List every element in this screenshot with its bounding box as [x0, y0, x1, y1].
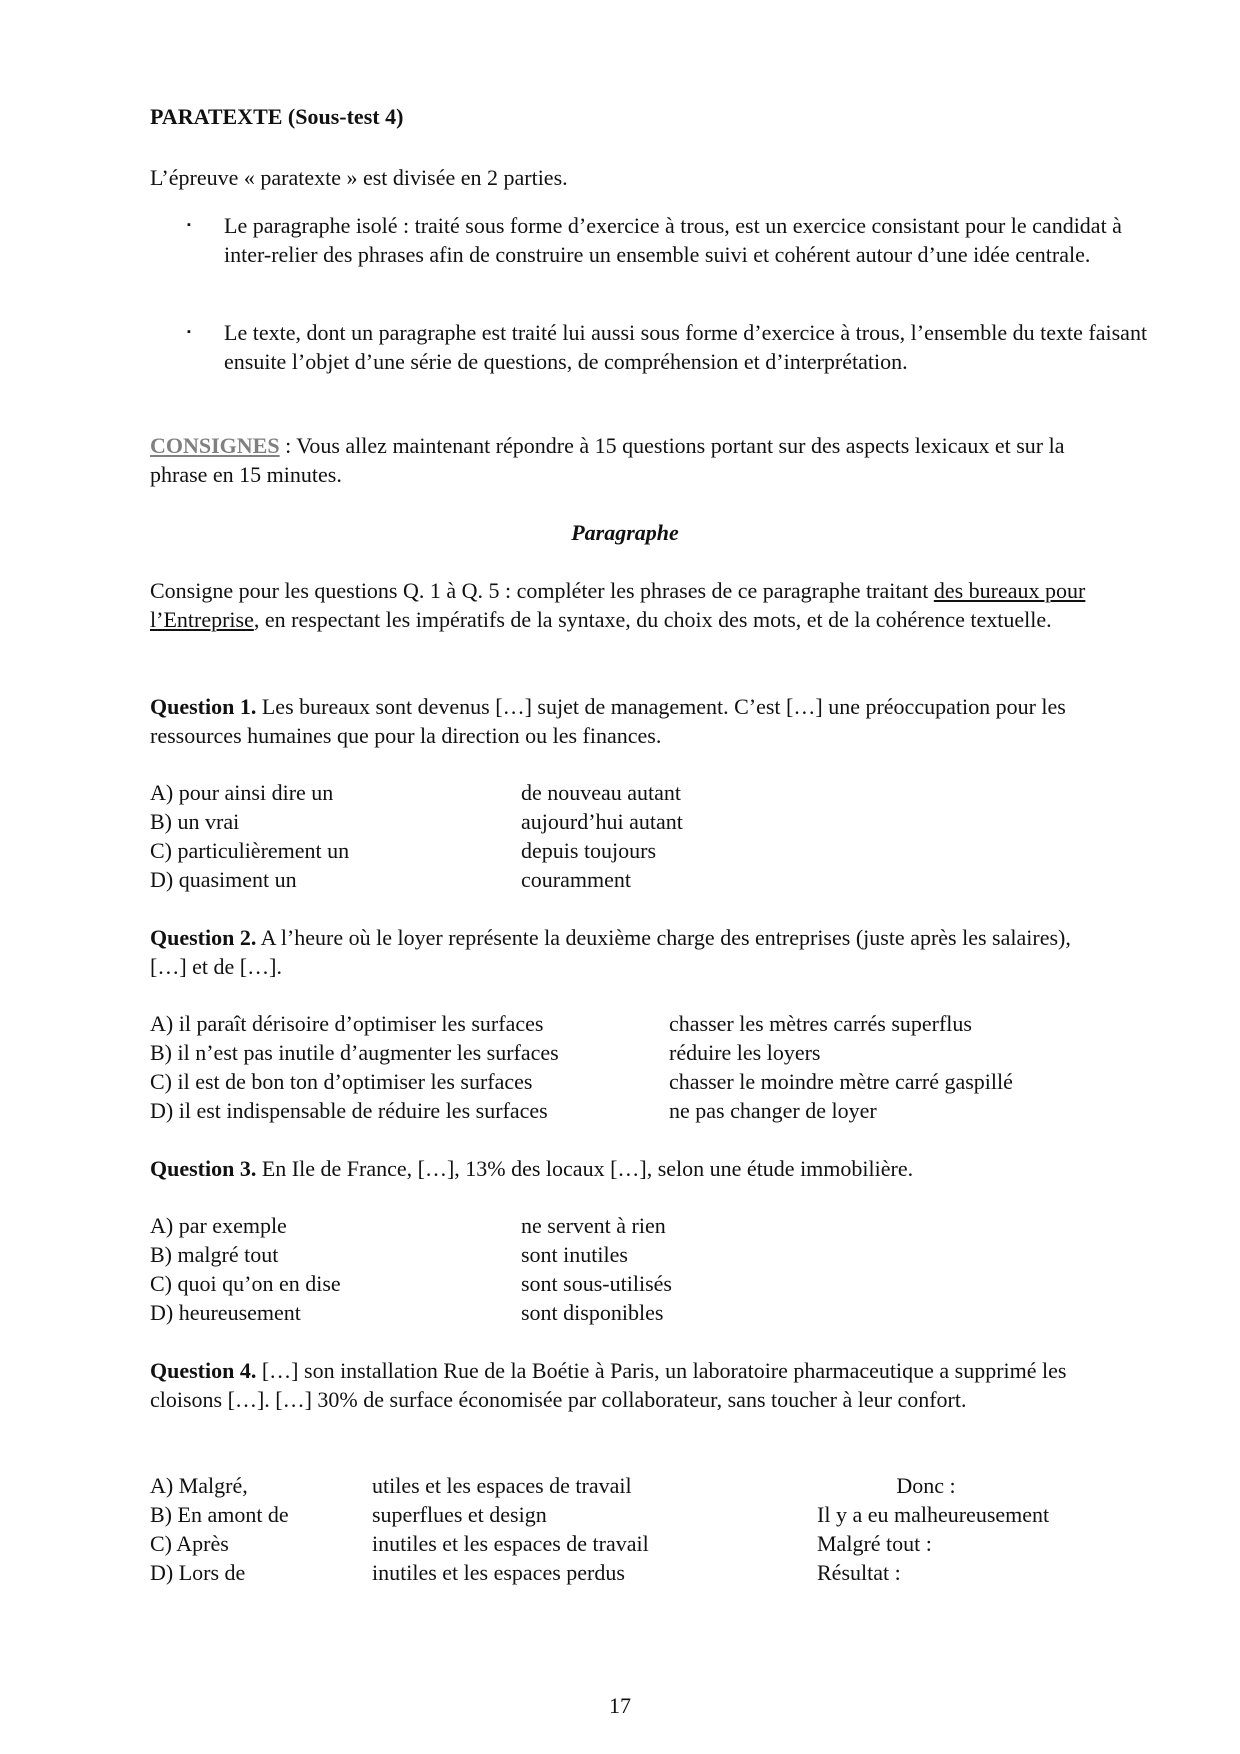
- option-row: [150, 836, 1100, 865]
- bullet-text: Le texte, dont un paragraphe est traité lui aussi sous forme d’exercice à trous, l’ensemble du texte faisant ensuite l’objet d’une série de questions, de compréhension et d’interprétation.: [224, 320, 1148, 374]
- question-label: Question 2.: [150, 925, 257, 950]
- option-d: D) heureusement: [150, 1300, 301, 1325]
- bullet-square-icon: ▪: [187, 219, 191, 231]
- option-row: [150, 1298, 1100, 1327]
- question-3-options: [150, 1211, 1100, 1327]
- option-b-second: sont inutiles: [521, 1242, 628, 1267]
- question-2: [150, 923, 1100, 981]
- question-4: [150, 1356, 1100, 1414]
- option-c: C) Après: [150, 1531, 229, 1556]
- option-a: A) pour ainsi dire un: [150, 780, 334, 805]
- option-d-second: sont disponibles: [521, 1300, 664, 1325]
- option-row: [150, 865, 1100, 894]
- option-row: [150, 1009, 1100, 1038]
- option-row: [150, 1240, 1100, 1269]
- option-b: B) il n’est pas inutile d’augmenter les surfaces: [150, 1040, 559, 1065]
- option-row: [150, 1269, 1100, 1298]
- bullet-text: Le paragraphe isolé : traité sous forme d’exercice à trous, est un exercice consistant pour le candidat à inter-relier des phrases afin de construire un ensemble suivi et cohérent autour d’une idée centrale.: [224, 213, 1122, 267]
- option-c-second: sont sous-utilisés: [521, 1271, 672, 1296]
- bullet-square-icon: ▪: [187, 326, 191, 338]
- option-c-second: chasser le moindre mètre carré gaspillé: [669, 1069, 1013, 1094]
- option-row: [150, 1529, 1100, 1558]
- option-d-second: couramment: [521, 867, 631, 892]
- option-row: [150, 1038, 1100, 1067]
- question-text: Les bureaux sont devenus […] sujet de management. C’est […] une préoccupation pour les ressources humaines que pour la direction ou les finances.: [150, 694, 1066, 748]
- option-a-second: chasser les mètres carrés superflus: [669, 1011, 972, 1036]
- option-d-third: Résultat :: [817, 1560, 901, 1585]
- option-row: [150, 1067, 1100, 1096]
- instruction-text-end: , en respectant les impératifs de la syntaxe, du choix des mots, et de la cohérence textuelle.: [253, 607, 1052, 632]
- option-a-second: de nouveau autant: [521, 780, 682, 805]
- question-3: [150, 1154, 1100, 1183]
- instruction-topic: des bureaux pour l’Entreprise: [150, 578, 1086, 632]
- option-row: [150, 1211, 1100, 1240]
- consignes-label: CONSIGNES: [150, 433, 280, 458]
- option-a: A) par exemple: [150, 1213, 287, 1238]
- question-text: […] son installation Rue de la Boétie à Paris, un laboratoire pharmaceutique a supprimé les cloisons […]. […] 30% de surface économisée par collaborateur, sans toucher à leur confort.: [150, 1358, 1067, 1412]
- option-b: B) malgré tout: [150, 1242, 279, 1267]
- consignes-paragraph: [150, 431, 1100, 489]
- option-b-third: Il y a eu malheureusement: [817, 1502, 1050, 1527]
- option-a-second: ne servent à rien: [521, 1213, 666, 1238]
- option-row: [150, 1096, 1100, 1125]
- question-text: En Ile de France, […], 13% des locaux […], selon une étude immobilière.: [256, 1156, 914, 1181]
- option-c: C) quoi qu’on en dise: [150, 1271, 341, 1296]
- option-c: C) il est de bon ton d’optimiser les surfaces: [150, 1069, 533, 1094]
- question-1-options: [150, 778, 1100, 894]
- option-b-second: aujourd’hui autant: [521, 809, 683, 834]
- option-c-second: depuis toujours: [521, 838, 657, 863]
- option-d: D) il est indispensable de réduire les surfaces: [150, 1098, 548, 1123]
- option-row: [150, 778, 1100, 807]
- question-text: A l’heure où le loyer représente la deuxième charge des entreprises (juste après les salaires), […] et de […].: [150, 925, 1071, 979]
- section-title: PARATEXTE (Sous-test 4): [150, 104, 404, 129]
- question-label: Question 3.: [150, 1156, 257, 1181]
- question-4-options: [150, 1471, 1100, 1587]
- option-a: A) il paraît dérisoire d’optimiser les surfaces: [150, 1011, 544, 1036]
- question-1: [150, 692, 1100, 750]
- question-2-options: [150, 1009, 1100, 1125]
- questions-instruction: [150, 576, 1100, 634]
- option-b-second: superflues et design: [372, 1502, 547, 1527]
- option-c-third: Malgré tout :: [817, 1531, 932, 1556]
- option-a-third: Donc :: [896, 1473, 956, 1498]
- option-row: [150, 1500, 1100, 1529]
- option-b: B) En amont de: [150, 1502, 289, 1527]
- intro-paragraph: L’épreuve « paratexte » est divisée en 2 parties.: [150, 165, 568, 190]
- option-d: D) Lors de: [150, 1560, 246, 1585]
- question-label: Question 4.: [150, 1358, 257, 1383]
- paragraphe-heading: Paragraphe: [571, 520, 679, 545]
- option-c-second: inutiles et les espaces de travail: [372, 1531, 649, 1556]
- option-c: C) particulièrement un: [150, 838, 350, 863]
- option-row: [150, 1558, 1100, 1587]
- option-d-second: inutiles et les espaces perdus: [372, 1560, 625, 1585]
- option-a: A) Malgré,: [150, 1473, 248, 1498]
- option-b: B) un vrai: [150, 809, 240, 834]
- question-label: Question 1.: [150, 694, 257, 719]
- option-d-second: ne pas changer de loyer: [669, 1098, 877, 1123]
- page-number: 17: [609, 1693, 631, 1718]
- option-a-second: utiles et les espaces de travail: [372, 1473, 632, 1498]
- instruction-text: Consigne pour les questions Q. 1 à Q. 5 : compléter les phrases de ce paragraphe traitant: [150, 578, 934, 603]
- option-b-second: réduire les loyers: [669, 1040, 821, 1065]
- option-d: D) quasiment un: [150, 867, 297, 892]
- consignes-text: : Vous allez maintenant répondre à 15 questions portant sur des aspects lexicaux et sur la phrase en 15 minutes.: [150, 433, 1065, 487]
- option-row: [150, 1471, 1100, 1500]
- option-row: [150, 807, 1100, 836]
